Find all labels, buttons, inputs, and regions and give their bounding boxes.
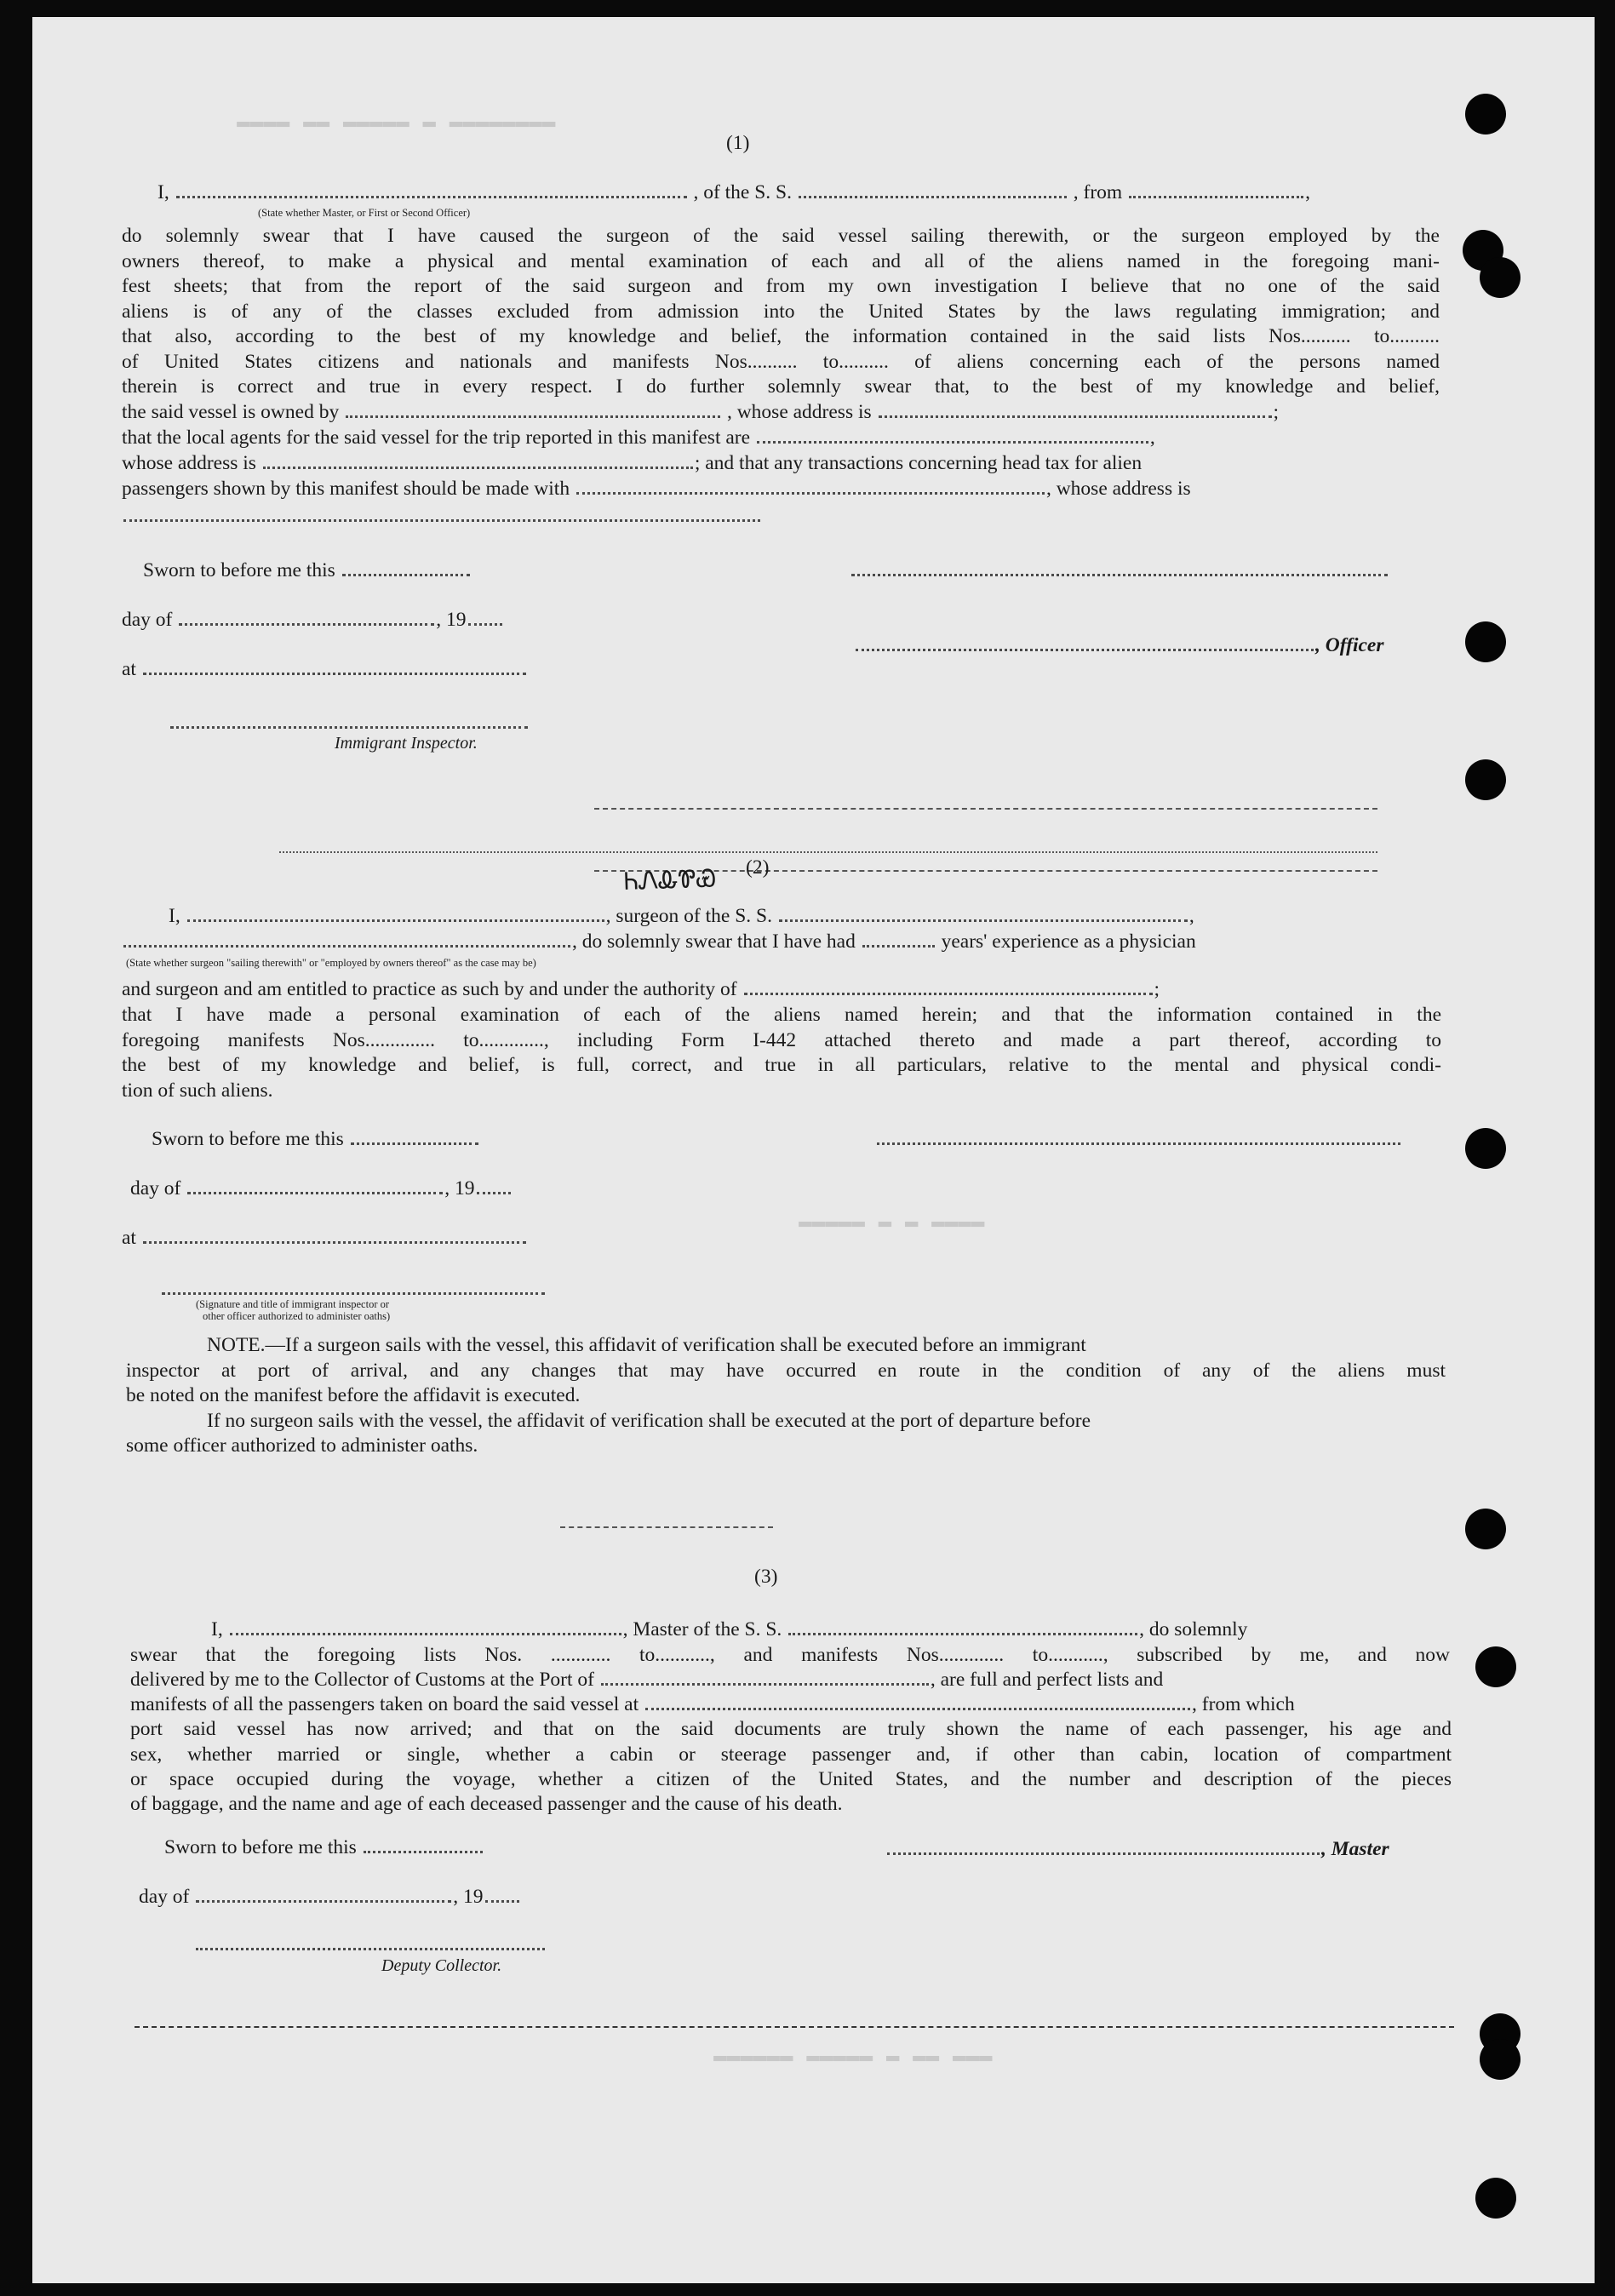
- board-text: manifests of all the passengers taken on board the said vessel at: [130, 1693, 639, 1715]
- s2-at: [122, 1226, 528, 1251]
- s3-master-line: [885, 1837, 1389, 1862]
- s2-paragraph: [122, 1003, 1441, 1079]
- s1-agents-line: that the local agents for the said vessel for the trip reported in this manifest are ,: [122, 427, 1155, 449]
- inspector-signature-field[interactable]: [170, 716, 528, 729]
- party-address-field[interactable]: [123, 509, 760, 522]
- sworn-day-field[interactable]: [342, 564, 470, 576]
- officer-label: , Officer: [1315, 634, 1384, 656]
- note2-line-2: some officer authorized to administer oaths.: [126, 1434, 478, 1457]
- document-page: [32, 17, 1595, 2283]
- s1-line: do solemnly swear that I have caused the surgeon of the said vessel sailing therewith, or the surgeon employed by the: [122, 225, 1440, 247]
- place-field[interactable]: [143, 662, 526, 675]
- note-paragraph: [126, 1359, 1446, 1384]
- s1-line: of United States citizens and nationals and manifests Nos.......... to.......... of aliens concerning each of the persons named: [122, 350, 1440, 373]
- s1-owner-line: the said vessel is owned by , whose address is ;: [122, 401, 1280, 423]
- s3-oath-line: [211, 1618, 1247, 1642]
- s1-of-ss: , of the S. S.: [693, 181, 793, 203]
- s3-port-line: [130, 1668, 1163, 1692]
- separator: [560, 1526, 773, 1528]
- s2-i: I,: [169, 905, 180, 927]
- deputy-collector-label: Deputy Collector.: [381, 1956, 502, 1975]
- officer-signature-field[interactable]: [851, 564, 1388, 576]
- s1-signature-line: [850, 558, 1389, 583]
- officer-caption: (State whether Master, or First or Second Officer): [258, 207, 471, 219]
- sailing-status-field[interactable]: [123, 935, 570, 948]
- s3-day-of: [139, 1885, 521, 1910]
- bottom-rule: [135, 2026, 1454, 2028]
- year-prefix: , 19: [453, 1886, 484, 1908]
- swear-had-text: , do solemnly swear that I have had: [572, 930, 856, 953]
- surgeon-of-ss: , surgeon of the S. S.: [605, 905, 772, 927]
- at-label: at: [122, 658, 136, 680]
- head-tax-text: ; and that any transactions concerning head tax for alien: [694, 452, 1143, 474]
- bleed-through: ▬▬▬▬▬▬ ▬▬▬▬▬ ▬ ▬▬ ▬▬▬: [713, 2043, 993, 2069]
- s2-last-line: tion of such aliens.: [122, 1079, 273, 1102]
- s1-sworn: [143, 558, 472, 583]
- boarding-port-field[interactable]: [645, 1698, 1190, 1710]
- s3-vessel-field[interactable]: [788, 1623, 1137, 1635]
- s3-paragraph-a: [130, 1643, 1450, 1669]
- s1-day-of: [122, 608, 504, 633]
- day-of-label: day of: [139, 1886, 190, 1908]
- signature-title-caption-1: (Signature and title of immigrant inspector or: [196, 1298, 390, 1310]
- s1-paragraph: [122, 224, 1440, 400]
- s2-vessel-field[interactable]: [779, 909, 1188, 922]
- officer-title-field[interactable]: [856, 638, 1314, 651]
- binder-hole: [1475, 2178, 1516, 2219]
- month-field[interactable]: [179, 613, 434, 626]
- binder-hole: [1465, 1128, 1506, 1169]
- note-heading: NOTE.: [207, 1334, 266, 1356]
- bleed-through: ▬▬▬▬▬ ▬ ▬ ▬▬▬▬: [799, 1209, 985, 1234]
- s1-i: I,: [157, 181, 169, 203]
- sworn-label: Sworn to before me this: [164, 1836, 357, 1858]
- s1-party-address: [122, 504, 762, 529]
- master-signature-field[interactable]: [887, 1842, 1320, 1855]
- port-text: delivered by me to the Collector of Customs at the Port of: [130, 1669, 594, 1691]
- s1-line: therein is correct and true in every respect. I do further solemnly swear that, to the best of my knowledge and belief,: [122, 375, 1440, 398]
- s1-passengers-line: [122, 477, 1191, 501]
- s3-line: port said vessel has now arrived; and that on the said documents are truly shown the name of each passenger, his age and: [130, 1718, 1452, 1740]
- s2-years-line: [122, 930, 1196, 954]
- years-text: years' experience as a physician: [941, 930, 1196, 953]
- year-prefix: , 19: [444, 1177, 475, 1200]
- head-tax-party-field[interactable]: [576, 482, 1045, 495]
- at-label: at: [122, 1227, 136, 1249]
- from-port-field[interactable]: [1129, 186, 1303, 198]
- owner-address-field[interactable]: [879, 405, 1272, 418]
- sworn-label: Sworn to before me this: [152, 1128, 344, 1150]
- s3-line: or space occupied during the voyage, whether a citizen of the United States, and the number and description of the pieces: [130, 1768, 1452, 1790]
- s2-line: foregoing manifests Nos.............. to............., including Form I-442 attached thereto and made a part thereof, according to: [122, 1028, 1441, 1051]
- s1-from: , from: [1073, 181, 1123, 203]
- s1-line: fest sheets; that from the report of the said surgeon and from my own investigation I believe that no one of the said: [122, 275, 1440, 297]
- month-field[interactable]: [196, 1890, 451, 1903]
- sworn-day-field[interactable]: [351, 1132, 478, 1145]
- officer-field[interactable]: [176, 186, 687, 198]
- port-field[interactable]: [601, 1673, 929, 1686]
- section-1-number: (1): [726, 132, 750, 154]
- agent-address-label: whose address is: [122, 452, 256, 474]
- s2-line: the best of my knowledge and belief, is full, correct, and true in all particulars, relative to the mental and physical condi-: [122, 1054, 1441, 1076]
- s1-officer-line: [854, 633, 1383, 658]
- year-field[interactable]: [468, 613, 502, 626]
- owned-label: the said vessel is owned by: [122, 401, 340, 423]
- separator: [594, 808, 1377, 810]
- binder-hole: [1480, 257, 1521, 298]
- immigrant-inspector-label: Immigrant Inspector.: [335, 734, 478, 753]
- binder-hole: [1465, 1509, 1506, 1549]
- surgeon-name-field[interactable]: [187, 909, 604, 922]
- bleed-through: ▬▬▬▬ ▬▬ ▬▬▬▬▬ ▬ ▬▬▬▬▬▬▬▬: [237, 109, 556, 135]
- s3-sworn: [164, 1835, 484, 1860]
- note-line-3: be noted on the manifest before the affidavit is executed.: [126, 1384, 581, 1406]
- place-field[interactable]: [143, 1231, 526, 1244]
- sworn-label: Sworn to before me this: [143, 559, 335, 581]
- s1-line: that also, according to the best of my knowledge and belief, the information contained in the said lists Nos.......... to..........: [122, 325, 1440, 347]
- day-of-label: day of: [122, 609, 173, 631]
- sailing-caption: (State whether surgeon "sailing therewith" or "employed by owners thereof" as the case may be): [126, 957, 536, 969]
- s2-sworn: [152, 1127, 480, 1152]
- s2-oath-line: I, , surgeon of the S. S. ,: [169, 905, 1194, 927]
- day-of-label: day of: [130, 1177, 181, 1200]
- s2-signature-line: [875, 1127, 1402, 1152]
- full-perfect-text: , are full and perfect lists and: [930, 1669, 1164, 1691]
- s1-oath-line: [157, 180, 1310, 205]
- surgeon-signature-field[interactable]: [877, 1132, 1400, 1145]
- handwritten-scribble: ᏂᏁᎲᏈᏯ: [623, 866, 717, 896]
- binder-hole: [1480, 2039, 1521, 2080]
- section-3-number: (3): [754, 1566, 778, 1588]
- s1-head-tax-line: [122, 451, 1142, 476]
- note-line: inspector at port of arrival, and any changes that may have occurred en route in the condition of any of the aliens must: [126, 1360, 1446, 1382]
- agents-label: that the local agents for the said vessel for the trip reported in this manifest are: [122, 427, 751, 449]
- passengers-label: passengers shown by this manifest should be made with: [122, 478, 570, 500]
- years-field[interactable]: [862, 935, 935, 948]
- signature-title-caption-2: other officer authorized to administer oaths): [203, 1310, 391, 1322]
- authority-field[interactable]: [744, 982, 1153, 995]
- s3-last-line: of baggage, and the name and age of each deceased passenger and the cause of his death.: [130, 1793, 843, 1815]
- agents-field[interactable]: [757, 431, 1148, 444]
- s3-line: swear that the foregoing lists Nos. ............ to..........., and manifests Nos............. to..........., subscribed by me, and now: [130, 1644, 1450, 1666]
- s1-line: aliens is of any of the classes excluded from admission into the United States by the laws regulating immigration; and: [122, 300, 1440, 323]
- owner-address-label: , whose address is: [726, 401, 872, 423]
- binder-hole: [1465, 759, 1506, 800]
- s2-authority-line: and surgeon and am entitled to practice as such by and under the authority of ;: [122, 978, 1160, 1000]
- do-solemnly-text: , do solemnly: [1139, 1618, 1248, 1640]
- s3-i: I,: [211, 1618, 223, 1640]
- binder-hole: [1475, 1646, 1516, 1687]
- master-of-ss: , Master of the S. S.: [622, 1618, 782, 1640]
- note2-line-1: If no surgeon sails with the vessel, the affidavit of verification shall be executed at the port of departure before: [207, 1410, 1091, 1432]
- from-which-text: , from which: [1192, 1693, 1295, 1715]
- binder-hole: [1465, 94, 1506, 135]
- note-line-1: [207, 1333, 1086, 1358]
- owner-field[interactable]: [346, 405, 720, 418]
- note-text: —If a surgeon sails with the vessel, this affidavit of verification shall be executed before an immigrant: [265, 1334, 1086, 1356]
- year-prefix: , 19: [436, 609, 467, 631]
- agent-address-field[interactable]: [263, 456, 693, 469]
- s3-paragraph-b: [130, 1717, 1452, 1793]
- month-field[interactable]: [187, 1182, 443, 1194]
- master-label: , Master: [1321, 1838, 1389, 1860]
- s3-board-line: [130, 1692, 1295, 1717]
- s2-day-of: [130, 1177, 513, 1201]
- vessel-name-field[interactable]: [799, 186, 1067, 198]
- authority-text: and surgeon and am entitled to practice as such by and under the authority of: [122, 978, 737, 1000]
- inspector-signature-field[interactable]: [162, 1282, 545, 1295]
- s3-line: sex, whether married or single, whether a cabin or steerage passenger and, if other than cabin, location of compartment: [130, 1743, 1452, 1766]
- collector-signature-field[interactable]: [196, 1938, 545, 1950]
- s2-line: that I have made a personal examination of each of the aliens named herein; and that the information contained in the: [122, 1004, 1441, 1026]
- year-field[interactable]: [477, 1182, 511, 1194]
- separator: [279, 851, 1377, 853]
- master-name-field[interactable]: [230, 1623, 621, 1635]
- year-field[interactable]: [485, 1890, 519, 1903]
- s1-line: owners thereof, to make a physical and mental examination of each and all of the aliens named in the foregoing mani-: [122, 249, 1440, 272]
- sworn-day-field[interactable]: [364, 1841, 483, 1853]
- binder-hole: [1465, 621, 1506, 662]
- s1-comma: ,: [1305, 181, 1310, 203]
- party-address-label: , whose address is: [1045, 478, 1191, 500]
- section-2-number: (2): [746, 856, 770, 879]
- s1-at: [122, 657, 528, 682]
